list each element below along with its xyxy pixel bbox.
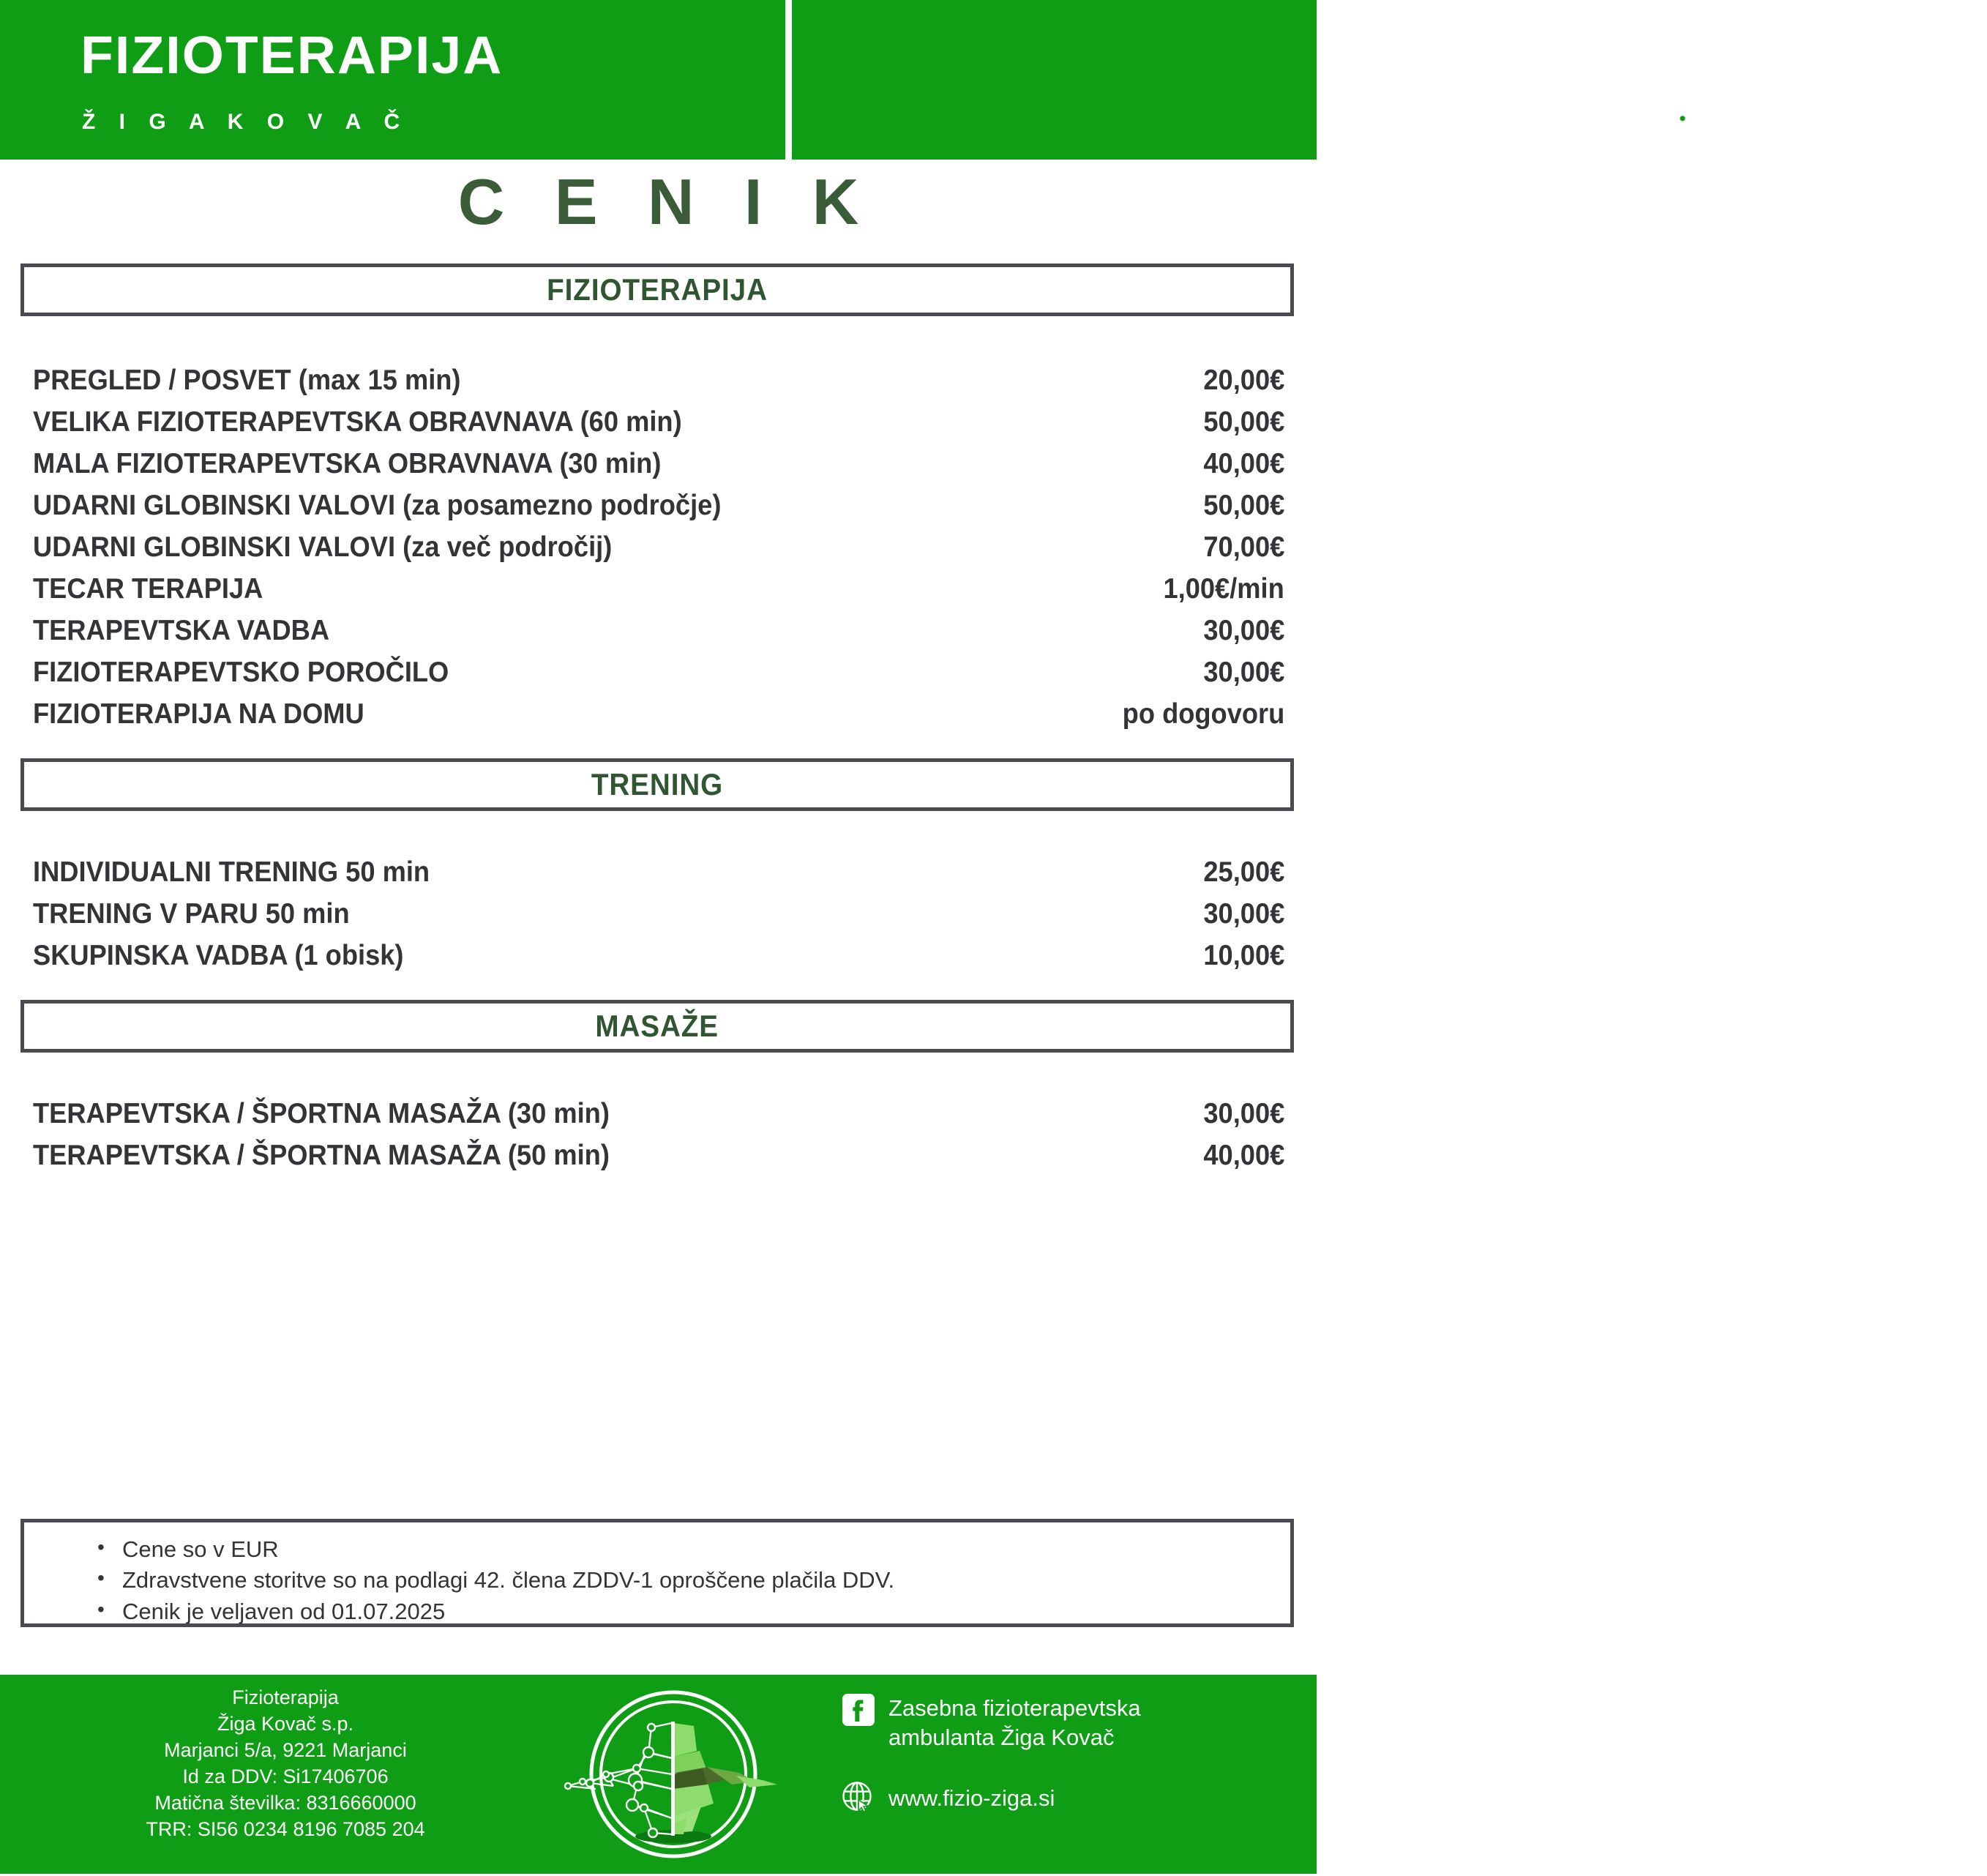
price-row	[33, 937, 1284, 975]
website-link-text: www.fizio-ziga.si	[888, 1785, 1055, 1811]
company-line: Matična številka: 8316660000	[154, 1791, 416, 1814]
company-logo	[564, 1681, 783, 1872]
service-label: FIZIOTERAPEVTSKO POROČILO	[33, 657, 449, 688]
service-price: po dogovoru	[1122, 698, 1284, 730]
note-item: • Cene so v EUR	[97, 1534, 1290, 1565]
brand-title: FIZIOTERAPIJA	[81, 26, 504, 85]
notes-box	[20, 1519, 1294, 1627]
section-header-label: FIZIOTERAPIJA	[547, 272, 768, 307]
website-link[interactable]	[842, 1781, 1141, 1815]
social-links	[842, 1694, 1141, 1844]
facebook-icon	[842, 1694, 875, 1727]
section-header-masaze	[20, 1000, 1294, 1053]
service-label: PREGLED / POSVET (max 15 min)	[33, 365, 461, 396]
service-price: 30,00€	[1203, 898, 1284, 930]
service-label: SKUPINSKA VADBA (1 obisk)	[33, 940, 404, 971]
contact-list	[1670, 41, 1987, 144]
service-price: 25,00€	[1203, 856, 1284, 888]
brand-block	[0, 0, 785, 160]
note-item: • Cenik je veljaven od 01.07.2025	[97, 1596, 1290, 1627]
service-label: TRENING V PARU 50 min	[33, 898, 350, 930]
service-label: TERAPEVTSKA / ŠPORTNA MASAŽA (30 min)	[33, 1098, 610, 1129]
service-label: UDARNI GLOBINSKI VALOVI (za več področij)	[33, 531, 613, 563]
service-price: 40,00€	[1203, 448, 1284, 479]
service-label: VELIKA FIZIOTERAPEVTSKA OBRAVNAVA (60 min)	[33, 406, 682, 438]
service-label: TERAPEVTSKA / ŠPORTNA MASAŽA (50 min)	[33, 1140, 610, 1171]
price-row	[33, 1095, 1284, 1133]
section-header-fizioterapija	[20, 264, 1294, 316]
price-row	[33, 445, 1284, 483]
contact-email-text: info@fizio-ziga.si	[1705, 75, 1872, 100]
phone-icon	[1670, 41, 1695, 66]
price-row	[33, 853, 1284, 892]
contact-phone[interactable]	[1670, 41, 1987, 66]
price-row	[33, 403, 1284, 441]
contact-block	[792, 0, 1987, 160]
price-row	[33, 487, 1284, 525]
service-price: 50,00€	[1203, 490, 1284, 521]
price-row	[33, 654, 1284, 692]
page-footer	[0, 1675, 1317, 1874]
globe-icon	[842, 1781, 875, 1815]
envelope-icon	[1670, 75, 1695, 100]
price-row	[33, 1137, 1284, 1175]
service-price: 10,00€	[1203, 940, 1284, 971]
price-row	[33, 612, 1284, 650]
contact-address[interactable]	[1670, 110, 1987, 135]
service-label: FIZIOTERAPIJA NA DOMU	[33, 698, 364, 730]
location-pin-icon	[1670, 110, 1695, 135]
note-item: • Zdravstvene storitve so na podlagi 42. člena ZDDV-1 oproščene plačila DDV.	[97, 1565, 1290, 1596]
service-label: MALA FIZIOTERAPEVTSKA OBRAVNAVA (30 min)	[33, 448, 662, 479]
service-label: INDIVIDUALNI TRENING 50 min	[33, 856, 430, 888]
contact-phone-text: 031 538 373	[1705, 41, 1827, 65]
service-label: UDARNI GLOBINSKI VALOVI (za posamezno področje)	[33, 490, 722, 521]
service-label: TECAR TERAPIJA	[33, 573, 263, 605]
company-line: TRR: SI56 0234 8196 7085 204	[146, 1817, 425, 1840]
contact-address-text: Martjanci 5/a, 9221 Martjanci	[1705, 110, 1987, 134]
service-price: 20,00€	[1203, 365, 1284, 396]
price-row	[33, 528, 1284, 567]
company-info	[70, 1685, 501, 1842]
facebook-link[interactable]	[842, 1694, 1141, 1752]
company-line: Marjanci 5/a, 9221 Marjanci	[164, 1738, 407, 1761]
page-title: C E N I K	[457, 165, 875, 238]
price-row	[33, 695, 1284, 733]
brand-subtitle: Ž I G A K O V A Č	[82, 110, 409, 134]
service-price: 30,00€	[1203, 657, 1284, 688]
service-price: 1,00€/min	[1163, 573, 1284, 605]
contact-email[interactable]	[1670, 75, 1987, 100]
service-label: TERAPEVTSKA VADBA	[33, 615, 330, 646]
service-price: 30,00€	[1203, 1098, 1284, 1129]
section-header-label: TRENING	[591, 767, 724, 801]
facebook-link-text: Zasebna fizioterapevtska ambulanta Žiga Kovač	[888, 1695, 1141, 1750]
price-row	[33, 570, 1284, 608]
service-price: 50,00€	[1203, 406, 1284, 438]
company-line: Id za DDV: Si17406706	[182, 1765, 389, 1787]
section-header-label: MASAŽE	[595, 1009, 719, 1043]
section-header-trening	[20, 758, 1294, 811]
service-price: 30,00€	[1203, 615, 1284, 646]
notes-list	[97, 1534, 1290, 1627]
price-row	[33, 362, 1284, 400]
page-header	[0, 0, 1987, 160]
service-price: 40,00€	[1203, 1140, 1284, 1171]
company-line: Fizioterapija	[232, 1686, 339, 1708]
price-row	[33, 895, 1284, 933]
company-line: Žiga Kovač s.p.	[217, 1712, 354, 1735]
service-price: 70,00€	[1203, 531, 1284, 563]
